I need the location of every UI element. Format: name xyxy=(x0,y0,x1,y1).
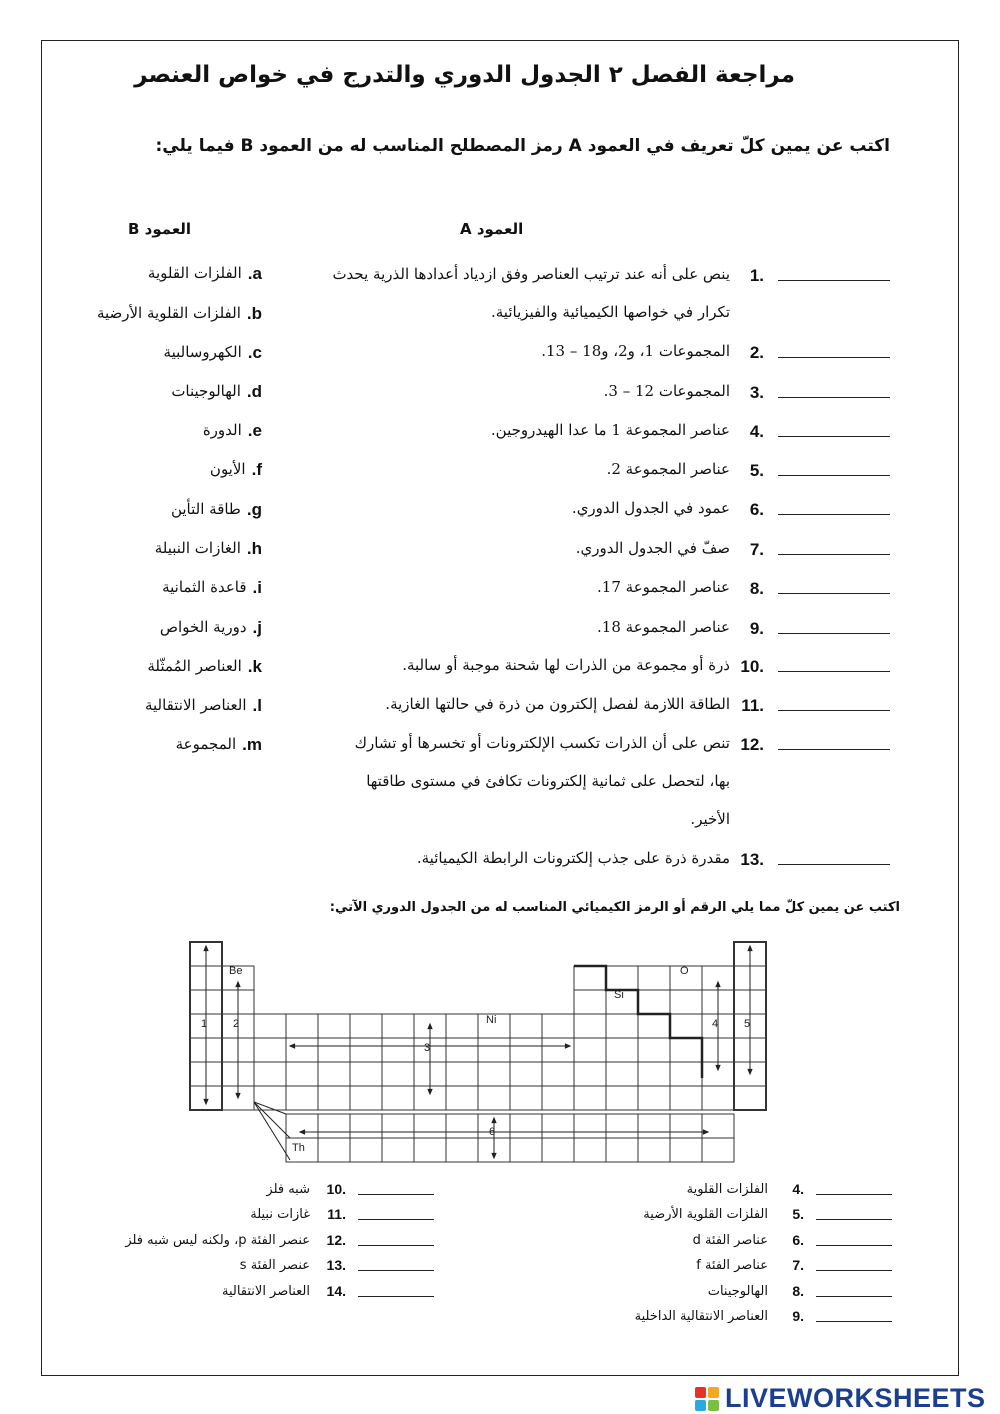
table-question: 6. عناصر الفئة d xyxy=(693,1232,892,1248)
answer-blank[interactable] xyxy=(816,1286,892,1297)
table-cell xyxy=(606,1038,638,1062)
table-cell xyxy=(286,1086,318,1110)
column-b-item: m. المجموعة xyxy=(175,735,262,754)
arrow-head xyxy=(290,1044,295,1048)
label-si: Si xyxy=(614,989,624,1001)
table-cell xyxy=(318,1014,350,1038)
table-cell xyxy=(734,1086,766,1110)
column-a-item: 13. مقدرة ذرة على جذب إلكترونات الرابطة الكيميائية. xyxy=(230,850,890,880)
table-cell xyxy=(286,1062,318,1086)
label-6: 6 xyxy=(489,1126,496,1138)
arrow-head xyxy=(236,1093,240,1098)
column-b-item: l. العناصر الانتقالية xyxy=(144,696,262,715)
column-a-item: 3. المجموعات 12 – 3. xyxy=(230,383,890,413)
table-cell xyxy=(318,1038,350,1062)
table-cell xyxy=(606,1138,638,1162)
table-cell xyxy=(542,1086,574,1110)
table-cell xyxy=(510,1086,542,1110)
page-title: مراجعة الفصل ٢ الجدول الدوري والتدرج في خواص العنصر xyxy=(134,62,795,88)
table-cell xyxy=(638,1138,670,1162)
label-1: 1 xyxy=(201,1018,208,1030)
label-th: Th xyxy=(292,1142,305,1154)
column-b-item: d. الهالوجينات xyxy=(171,382,262,401)
answer-blank[interactable] xyxy=(816,1235,892,1246)
column-a-item: 7. صفّ في الجدول الدوري. xyxy=(230,540,890,570)
table-cell xyxy=(446,1014,478,1038)
column-b-item: j. دورية الخواص xyxy=(159,618,262,637)
column-a-item: 6. عمود في الجدول الدوري. xyxy=(230,500,890,530)
table-cell xyxy=(606,1086,638,1110)
table-cell xyxy=(350,1038,382,1062)
column-a-item: 8. عناصر المجموعة 17. xyxy=(230,579,890,609)
table-cell xyxy=(638,1114,670,1138)
table-cell xyxy=(638,966,670,990)
table-cell xyxy=(446,1062,478,1086)
table-question: 5. الفلزات القلوية الأرضية xyxy=(643,1206,892,1222)
arrow-head xyxy=(300,1130,305,1134)
column-a-item: 4. عناصر المجموعة 1 ما عدا الهيدروجين. xyxy=(230,422,890,452)
table-cell xyxy=(638,1062,670,1086)
answer-blank[interactable] xyxy=(358,1235,434,1246)
table-line xyxy=(254,1102,286,1114)
table-cell xyxy=(318,1114,350,1138)
table-cell xyxy=(254,1014,286,1038)
label-4: 4 xyxy=(712,1018,719,1030)
table-cell xyxy=(446,1114,478,1138)
table-cell xyxy=(382,1014,414,1038)
arrow-head xyxy=(204,946,208,951)
table-question: 7. عناصر الفئة f xyxy=(696,1257,892,1273)
table-cell xyxy=(446,1138,478,1162)
table-cell xyxy=(350,1138,382,1162)
table-question: 12. عنصر الفئة p، ولكنه ليس شبه فلز xyxy=(125,1232,434,1248)
table-question: 9. العناصر الانتقالية الداخلية xyxy=(635,1308,892,1324)
table-cell xyxy=(574,966,606,990)
column-a-item: 12. تنص على أن الذرات تكسب الإلكترونات أو تخسرها أو تشارك بها، لتحصل على ثمانية إلكترونات تكافئ في مستوى طاقتها الأخير. xyxy=(230,735,890,835)
column-a-item: 1. ينص على أنه عند ترتيب العناصر وفق ازدياد أعدادها الذرية يحدث تكرار في خواصها الكيميائية والفيزيائية. xyxy=(230,266,890,326)
column-a-item: 11. الطاقة اللازمة لفصل إلكترون من ذرة في حالتها الغازية. xyxy=(230,696,890,726)
column-a-header: العمود A xyxy=(460,220,524,238)
answer-blank[interactable] xyxy=(358,1286,434,1297)
arrow-head xyxy=(565,1044,570,1048)
column-b-item: e. الدورة xyxy=(202,421,262,440)
arrow-head xyxy=(703,1130,708,1134)
table-cell xyxy=(414,1114,446,1138)
label-2: 2 xyxy=(233,1018,240,1030)
arrow-head xyxy=(748,946,752,951)
table-cell xyxy=(638,1038,670,1062)
arrow-head xyxy=(492,1118,496,1123)
table-cell xyxy=(606,966,638,990)
answer-blank[interactable] xyxy=(358,1260,434,1271)
table-cell xyxy=(510,1114,542,1138)
table-cell xyxy=(478,1086,510,1110)
table-question: 10. شبه فلز xyxy=(266,1181,434,1197)
arrow-head xyxy=(428,1024,432,1029)
table-cell xyxy=(318,1062,350,1086)
column-b-item: f. الأيون xyxy=(209,460,262,479)
table-question: 14. العناصر الانتقالية xyxy=(222,1283,434,1299)
table-cell xyxy=(670,1062,702,1086)
arrow-head xyxy=(716,1065,720,1070)
table-cell xyxy=(318,1138,350,1162)
table-cell xyxy=(350,1114,382,1138)
table-question: 13. عنصر الفئة s xyxy=(240,1257,434,1273)
table-cell xyxy=(382,1138,414,1162)
table-cell xyxy=(702,1138,734,1162)
table-cell xyxy=(350,1062,382,1086)
table-cell xyxy=(574,1014,606,1038)
answer-blank[interactable] xyxy=(358,1184,434,1195)
table-cell xyxy=(446,1086,478,1110)
table-cell xyxy=(350,1014,382,1038)
arrow-head xyxy=(428,1089,432,1094)
table-cell xyxy=(670,1114,702,1138)
table-cell xyxy=(286,1114,318,1138)
arrow-head xyxy=(748,1069,752,1074)
label-o: O xyxy=(680,965,689,977)
table-cell xyxy=(382,1114,414,1138)
table-cell xyxy=(574,1114,606,1138)
answer-blank[interactable] xyxy=(816,1260,892,1271)
table-cell xyxy=(414,1138,446,1162)
column-a-item: 9. عناصر المجموعة 18. xyxy=(230,619,890,649)
table-cell xyxy=(318,1086,350,1110)
instruction-matching: اكتب عن يمين كلّ تعريف في العمود A رمز المصطلح المناسب له من العمود B فيما يلي: xyxy=(155,136,890,156)
table-cell xyxy=(574,1086,606,1110)
table-cell xyxy=(638,1014,670,1038)
table-cell xyxy=(542,1138,574,1162)
table-cell xyxy=(574,1038,606,1062)
column-b-item: k. العناصر المُمثّلة xyxy=(147,657,262,676)
table-cell xyxy=(670,1014,702,1038)
column-b-item: g. طاقة التأين xyxy=(170,500,262,519)
column-b-item: b. الفلزات القلوية الأرضية xyxy=(96,304,262,323)
table-cell xyxy=(510,1014,542,1038)
table-cell xyxy=(542,1062,574,1086)
table-cell xyxy=(670,1138,702,1162)
table-cell xyxy=(606,1114,638,1138)
liveworksheets-logo[interactable] xyxy=(695,1383,986,1414)
answer-blank[interactable] xyxy=(358,1209,434,1220)
table-cell xyxy=(670,1086,702,1110)
table-cell xyxy=(286,1038,318,1062)
answer-blank[interactable] xyxy=(816,1184,892,1195)
column-a-item: 2. المجموعات 1، و2، و18 – 13. xyxy=(230,343,890,373)
table-question: 11. غازات نبيلة xyxy=(250,1206,434,1222)
table-cell xyxy=(510,1062,542,1086)
table-cell xyxy=(542,1014,574,1038)
table-cell xyxy=(574,990,606,1014)
table-cell xyxy=(382,1062,414,1086)
table-cell xyxy=(702,1114,734,1138)
label-3: 3 xyxy=(424,1042,431,1054)
table-cell xyxy=(446,1038,478,1062)
column-b-item: i. قاعدة الثمانية xyxy=(162,578,262,597)
table-cell xyxy=(542,1114,574,1138)
instruction-periodic-table: اكتب عن يمين كلّ مما يلي الرقم أو الرمز الكيميائي المناسب له من الجدول الدوري الآتي: xyxy=(329,900,900,915)
table-cell xyxy=(542,1038,574,1062)
answer-blank[interactable] xyxy=(816,1209,892,1220)
table-line xyxy=(254,1102,290,1160)
table-cell xyxy=(382,1038,414,1062)
table-question: 8. الهالوجينات xyxy=(708,1283,892,1299)
brand-squares-icon xyxy=(695,1387,719,1411)
label-be: Be xyxy=(229,965,243,977)
arrow-head xyxy=(716,982,720,987)
column-b-item: a. الفلزات القلوية xyxy=(147,264,262,283)
table-cell xyxy=(510,1138,542,1162)
table-cell xyxy=(670,990,702,1014)
table-cell xyxy=(478,1038,510,1062)
arrow-head xyxy=(236,982,240,987)
column-b-item: h. الغازات النبيلة xyxy=(154,539,262,558)
column-b-item: c. الكهروسالبية xyxy=(163,343,262,362)
table-cell xyxy=(702,1086,734,1110)
table-cell xyxy=(638,1086,670,1110)
table-cell xyxy=(510,1038,542,1062)
brand-name: LIVEWORKSHEETS xyxy=(725,1383,986,1413)
column-a-item: 10. ذرة أو مجموعة من الذرات لها شحنة موجبة أو سالبة. xyxy=(230,657,890,687)
table-cell xyxy=(350,1086,382,1110)
column-a-item: 5. عناصر المجموعة 2. xyxy=(230,461,890,491)
table-cell xyxy=(606,1062,638,1086)
arrow-head xyxy=(204,1099,208,1104)
label-ni: Ni xyxy=(486,1014,497,1026)
label-5: 5 xyxy=(744,1018,751,1030)
table-cell xyxy=(574,1138,606,1162)
table-cell xyxy=(478,1062,510,1086)
table-cell xyxy=(638,990,670,1014)
table-cell xyxy=(286,1014,318,1038)
table-cell xyxy=(254,1038,286,1062)
table-cell xyxy=(382,1086,414,1110)
table-line xyxy=(254,1102,290,1138)
table-cell xyxy=(606,1014,638,1038)
answer-blank[interactable] xyxy=(816,1311,892,1322)
table-question: 4. الفلزات القلوية xyxy=(687,1181,892,1197)
table-cell xyxy=(574,1062,606,1086)
table-cell xyxy=(254,1062,286,1086)
arrow-head xyxy=(492,1153,496,1158)
column-b-header: العمود B xyxy=(128,220,192,238)
table-cell xyxy=(670,1038,702,1062)
